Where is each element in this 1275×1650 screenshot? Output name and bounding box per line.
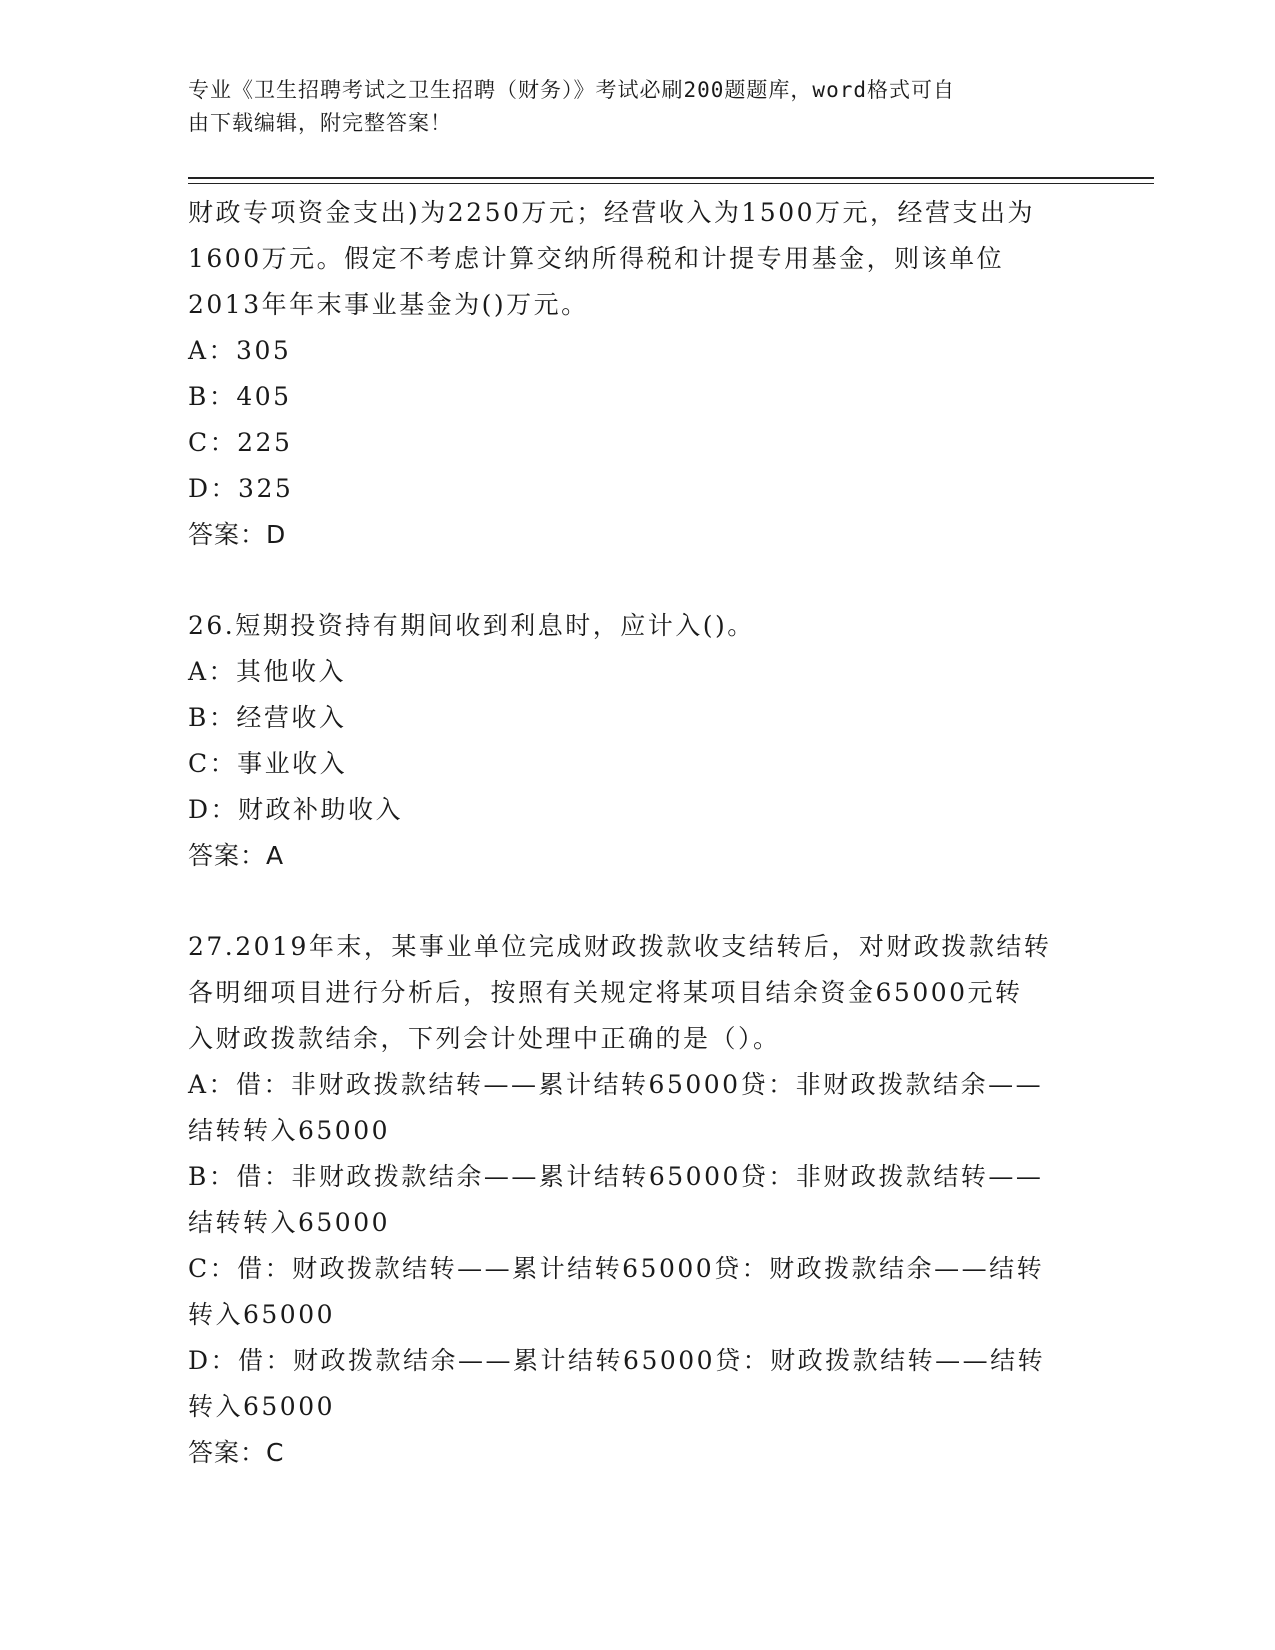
option-a: A：其他收入 xyxy=(188,657,347,686)
option-b: B：经营收入 xyxy=(188,703,347,732)
answer-label: 答案：D xyxy=(188,520,287,549)
question-text-line: 2013年年末事业基金为()万元。 xyxy=(188,290,589,319)
header-line-1: 专业《卫生招聘考试之卫生招聘（财务）》考试必刷200题题库，word格式可自 xyxy=(188,78,955,102)
question-list xyxy=(188,190,1088,1476)
question-text-line: 26.短期投资持有期间收到利息时，应计入()。 xyxy=(188,611,755,640)
question-text-line: 1600万元。假定不考虑计算交纳所得税和计提专用基金，则该单位 xyxy=(188,244,1005,273)
option-c: C：225 xyxy=(188,428,293,457)
option-b-continued: 结转转入65000 xyxy=(188,1208,391,1237)
question-text-line: 入财政拨款结余，下列会计处理中正确的是（）。 xyxy=(188,1024,781,1053)
answer-label: 答案：A xyxy=(188,841,285,870)
option-b: B：405 xyxy=(188,382,292,411)
option-c: C：借：财政拨款结转——累计结转65000贷：财政拨款结余——结转 xyxy=(188,1254,1045,1283)
question-text-line: 财政专项资金支出)为2250万元；经营收入为1500万元，经营支出为 xyxy=(188,198,1036,227)
document-header xyxy=(188,74,1068,140)
option-c-continued: 转入65000 xyxy=(188,1300,336,1329)
question-text-line: 27.2019年末，某事业单位完成财政拨款收支结转后，对财政拨款结转 xyxy=(188,932,1052,961)
option-a: A：305 xyxy=(188,336,292,365)
answer-label: 答案：C xyxy=(188,1438,285,1467)
option-b: B：借：非财政拨款结余——累计结转65000贷：非财政拨款结转—— xyxy=(188,1162,1044,1191)
option-d: D：财政补助收入 xyxy=(188,795,404,824)
header-divider-thick xyxy=(188,177,1154,179)
header-line-2: 由下载编辑，附完整答案！ xyxy=(188,111,452,135)
option-a-continued: 结转转入65000 xyxy=(188,1116,391,1145)
spacer xyxy=(188,558,1088,603)
question-text-line: 各明细项目进行分析后，按照有关规定将某项目结余资金65000元转 xyxy=(188,978,1023,1007)
option-d-continued: 转入65000 xyxy=(188,1392,336,1421)
question-26 xyxy=(188,603,1088,879)
spacer xyxy=(188,879,1088,924)
option-c: C：事业收入 xyxy=(188,749,348,778)
option-d: D：325 xyxy=(188,474,294,503)
question-25 xyxy=(188,190,1088,558)
option-a: A：借：非财政拨款结转——累计结转65000贷：非财政拨款结余—— xyxy=(188,1070,1044,1099)
option-d: D：借：财政拨款结余——累计结转65000贷：财政拨款结转——结转 xyxy=(188,1346,1046,1375)
question-27 xyxy=(188,924,1088,1476)
header-divider-thin xyxy=(188,183,1154,184)
